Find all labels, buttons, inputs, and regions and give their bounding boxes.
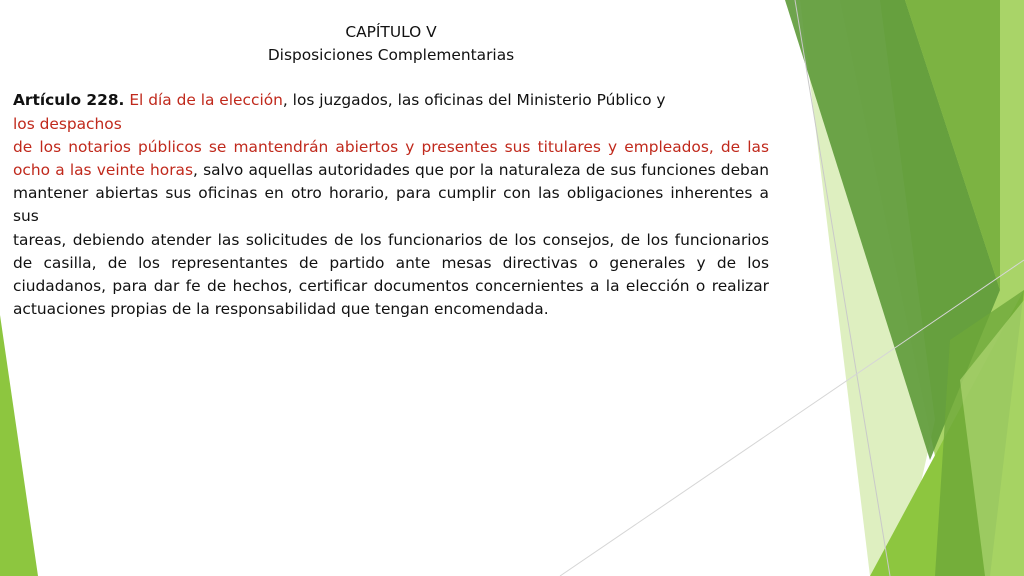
article-paragraph-3: tareas, debiendo atender las solicitudes de los funcionarios de los consejos, de los funcionarios de casilla, de los representantes de partido ante mesas directivas o generales y de los ciudadanos, para dar fe de hechos, certificar documentos concernientes a la elección o realizar actuaciones propias de la responsabilidad que tengan encomendada. bbox=[13, 230, 769, 319]
article-text-1: , los juzgados, las oficinas del Ministerio Público y bbox=[282, 91, 666, 110]
article-number: Artículo 228. bbox=[13, 91, 125, 110]
slide-text-content bbox=[13, 0, 769, 321]
chapter-subtitle: Disposiciones Complementarias bbox=[267, 46, 515, 65]
article-paragraph-2 bbox=[13, 136, 769, 229]
article-highlight-1: El día de la elección bbox=[129, 91, 283, 110]
left-green-wedge bbox=[0, 315, 38, 576]
article-body bbox=[13, 89, 769, 321]
article-highlight-3: de los notarios públicos se mantendrán abiertos y presentes sus titulares y empleados, de las ocho a las veinte horas bbox=[13, 137, 769, 180]
article-text-2: , salvo aquellas autoridades que por la naturaleza de sus funciones deban mantener abiertas sus oficinas en otro horario, para cumplir con las obligaciones inherentes a sus bbox=[13, 161, 770, 226]
article-paragraph-1 bbox=[13, 89, 769, 112]
article-highlight-2: los despachos bbox=[13, 114, 122, 133]
chapter-title: CAPÍTULO V bbox=[345, 23, 437, 41]
